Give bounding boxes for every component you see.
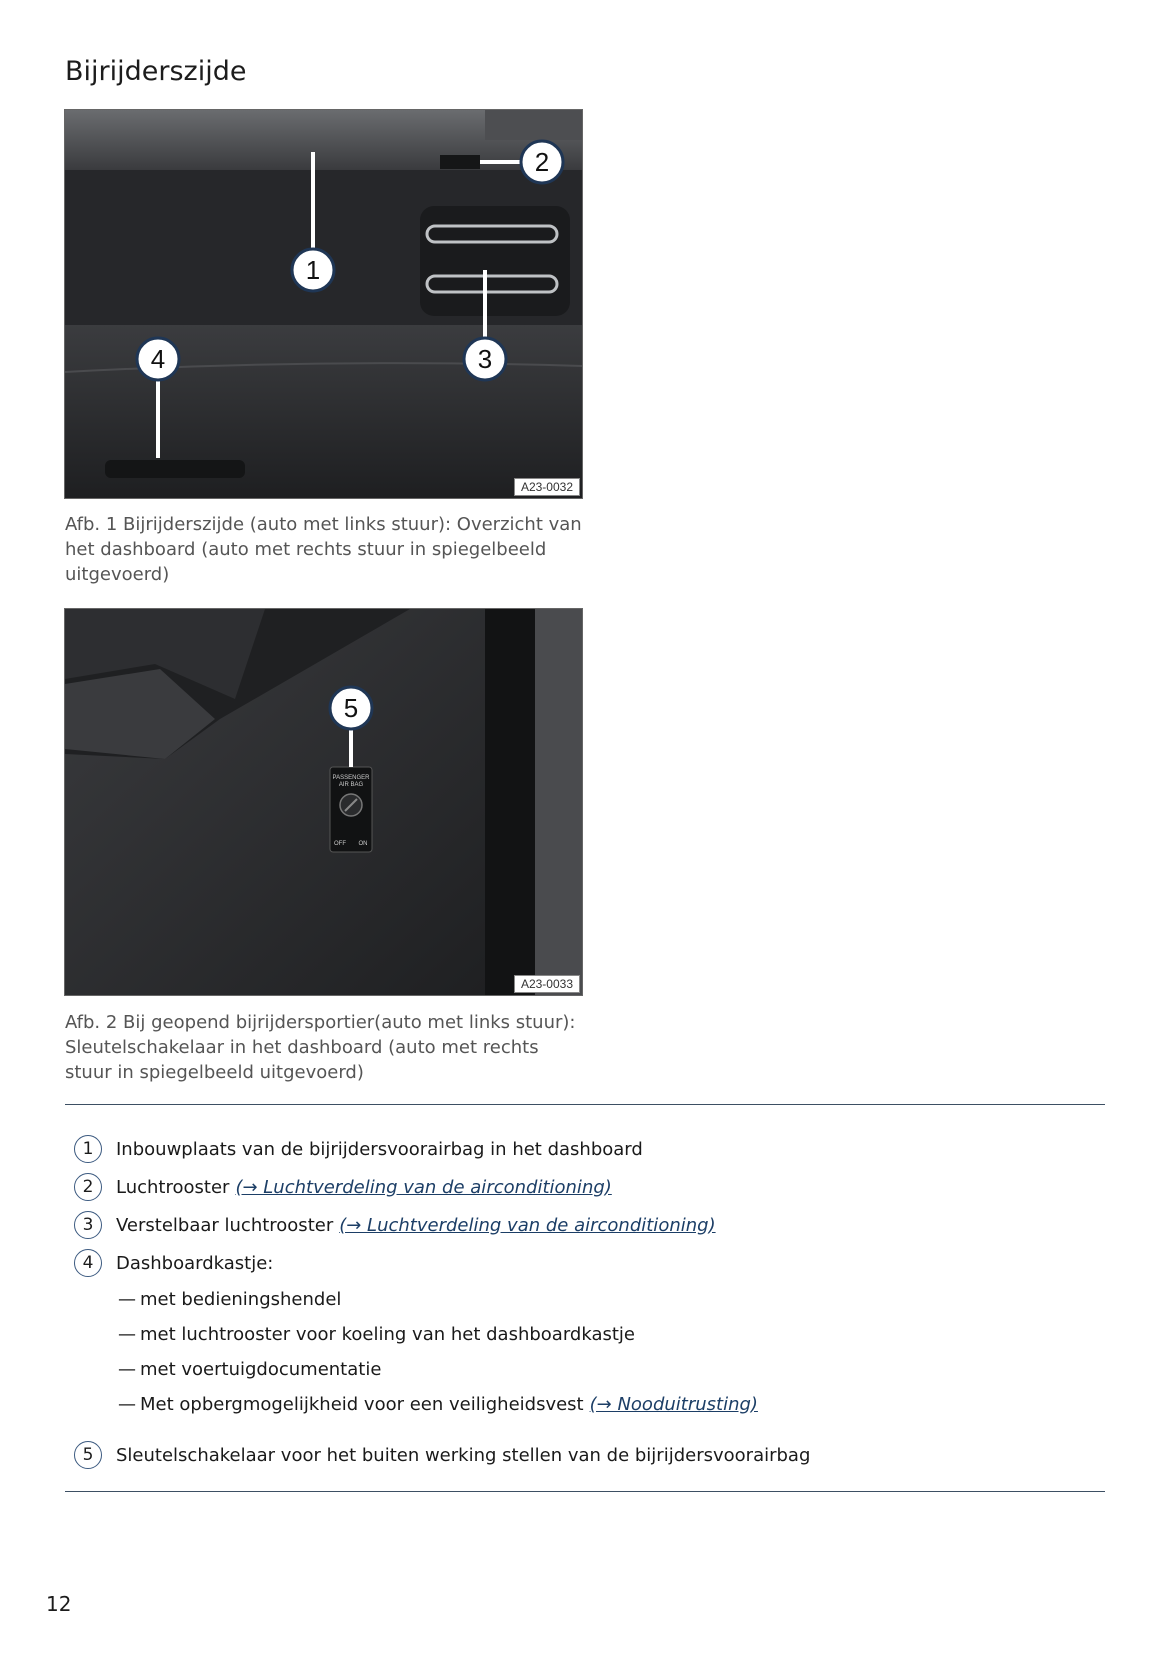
legend-item-2 xyxy=(74,1168,1094,1206)
subitem-text: met voertuigdocumentatie xyxy=(140,1359,382,1380)
callout-2 xyxy=(521,141,563,183)
legend-text: Luchtrooster xyxy=(116,1176,230,1198)
airbag-switch-illustration xyxy=(65,609,582,995)
legend-number: 2 xyxy=(74,1173,102,1201)
legend-number: 1 xyxy=(74,1135,102,1163)
figure-airbag-switch xyxy=(65,609,582,995)
legend-item-4 xyxy=(74,1244,1094,1282)
legend-list xyxy=(74,1130,1094,1474)
dash: — xyxy=(118,1359,136,1380)
legend-subitem xyxy=(74,1387,1094,1422)
page-number: 12 xyxy=(46,1592,72,1616)
divider xyxy=(65,1491,1105,1492)
page-title: Bijrijderszijde xyxy=(65,56,247,87)
subitem-text: met luchtrooster voor koeling van het dashboardkastje xyxy=(140,1324,635,1345)
callout-3 xyxy=(464,338,506,380)
legend-subitem xyxy=(74,1352,1094,1387)
callout-5 xyxy=(330,687,372,729)
link-luchtverdeling[interactable]: (→ Luchtverdeling van de airconditioning) xyxy=(339,1214,716,1236)
link-nooduitrusting[interactable]: (→ Nooduitrusting) xyxy=(589,1394,758,1415)
svg-text:OFF: OFF xyxy=(334,841,346,847)
legend-text: Sleutelschakelaar voor het buiten werking stellen van de bijrijdersvoorairbag xyxy=(116,1444,811,1466)
svg-text:1: 1 xyxy=(305,255,321,285)
svg-text:4: 4 xyxy=(150,344,166,374)
legend-number: 4 xyxy=(74,1249,102,1277)
legend-number: 3 xyxy=(74,1211,102,1239)
legend-text: Verstelbaar luchtrooster xyxy=(116,1214,334,1236)
figure-code: A23-0033 xyxy=(514,975,580,993)
dash: — xyxy=(118,1394,136,1415)
legend-text: Dashboardkastje: xyxy=(116,1252,274,1274)
legend-number: 5 xyxy=(74,1441,102,1469)
legend-item-5 xyxy=(74,1436,1094,1474)
figure-caption-2: Afb. 2 Bij geopend bijrijdersportier(auto met links stuur): Sleutelschakelaar in het dashboard (auto met rechts stuur in spiegelbeeld uitgevoerd) xyxy=(65,1012,576,1083)
link-luchtverdeling[interactable]: (→ Luchtverdeling van de airconditioning) xyxy=(235,1176,612,1198)
dash: — xyxy=(118,1289,136,1310)
figure-code: A23-0032 xyxy=(514,478,580,496)
svg-text:3: 3 xyxy=(477,344,493,374)
svg-text:PASSENGER: PASSENGER xyxy=(332,775,370,781)
legend-subitem xyxy=(74,1282,1094,1317)
dashboard-illustration xyxy=(65,110,582,498)
subitem-text: Met opbergmogelijkheid voor een veiligheidsvest xyxy=(140,1394,584,1415)
svg-text:AIR BAG: AIR BAG xyxy=(338,782,364,788)
svg-text:5: 5 xyxy=(343,693,359,723)
legend-item-3 xyxy=(74,1206,1094,1244)
legend-subitem xyxy=(74,1317,1094,1352)
callout-4 xyxy=(137,338,179,380)
svg-text:2: 2 xyxy=(534,147,550,177)
svg-text:ON: ON xyxy=(358,841,368,847)
callout-1 xyxy=(292,249,334,291)
subitem-text: met bedieningshendel xyxy=(140,1289,342,1310)
legend-text: Inbouwplaats van de bijrijdersvoorairbag in het dashboard xyxy=(116,1138,643,1160)
divider xyxy=(65,1104,1105,1105)
figure-dashboard-overview xyxy=(65,110,582,498)
dash: — xyxy=(118,1324,136,1345)
figure-caption-1: Afb. 1 Bijrijderszijde (auto met links stuur): Overzicht van het dashboard (auto met rechts stuur in spiegelbeeld uitgevoerd) xyxy=(65,514,582,585)
legend-item-1 xyxy=(74,1130,1094,1168)
